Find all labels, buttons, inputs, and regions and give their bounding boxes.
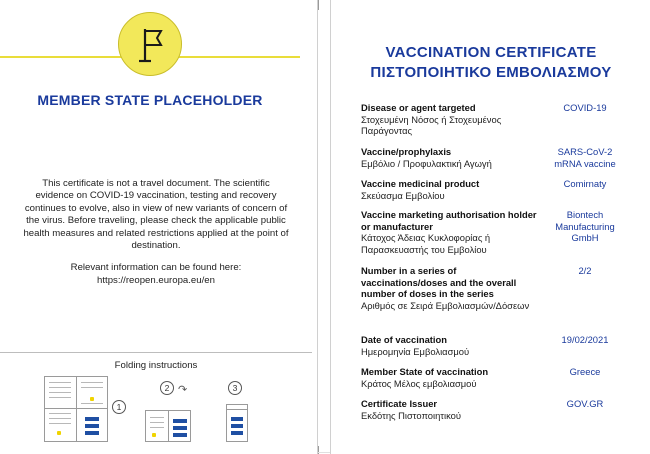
unfolded-sheet xyxy=(44,376,108,442)
travel-notice: This certificate is not a travel document. The scientific evidence on COVID-19 vaccination, testing and recovery continues to evolve, also in view of new variants of concern of the virus. Before traveling, please check the applicable public health measures and related restrictions applied at the point of destination. xyxy=(23,178,289,252)
field-label-gr: Κάτοχος Άδειας Κυκλοφορίας ή Παρασκευαστής του Εμβολίου xyxy=(361,232,491,255)
field-label-en: Date of vaccination xyxy=(361,334,447,345)
field-value-dose-number: 2/2 xyxy=(578,265,592,276)
flag-emblem xyxy=(118,12,182,76)
certificate-title-gr: ΠΙΣΤΟΠΟΙΗΤΙΚΟ ΕΜΒΟΛΙΑΣΜΟΥ xyxy=(370,64,612,81)
field-vaccination-date xyxy=(361,334,541,357)
field-label-gr: Εκδότης Πιστοποιητικού xyxy=(361,409,462,421)
field-medicinal-product xyxy=(361,178,541,201)
field-label-en: Member State of vaccination xyxy=(361,366,489,377)
field-value-medicinal-product: Comirnaty xyxy=(563,178,607,189)
divider xyxy=(0,352,312,353)
field-label-en: Disease or agent targeted xyxy=(361,102,476,113)
flag-icon xyxy=(119,13,183,77)
field-label-gr: Σκεύασμα Εμβολίου xyxy=(361,189,445,201)
field-label-gr: Κράτος Μέλος εμβολιασμού xyxy=(361,377,477,389)
step-2-number: 2 xyxy=(160,381,174,395)
folding-instructions-title: Folding instructions xyxy=(114,360,198,371)
field-label-en: Vaccine/prophylaxis xyxy=(361,146,452,157)
field-member-state xyxy=(361,366,541,389)
field-label-gr: Αριθμός σε Σειρά Εμβολιασμών/Δόσεων xyxy=(361,299,530,311)
certificate-title-en: VACCINATION CERTIFICATE xyxy=(385,44,597,61)
fold-arrow-icon: ↷ xyxy=(178,384,188,396)
field-vaccine-prophylaxis xyxy=(361,146,541,169)
field-marketing-holder xyxy=(361,209,541,255)
step-3-number: 3 xyxy=(228,381,242,395)
certificate-front-page xyxy=(330,0,650,454)
half-folded-sheet xyxy=(145,410,191,442)
step-1-number: 1 xyxy=(112,400,126,414)
field-label-en: Number in a series of vaccinations/doses and the overall number of doses in the series xyxy=(361,265,517,300)
field-label-en: Certificate Issuer xyxy=(361,398,438,409)
certificate-back-page xyxy=(0,0,318,454)
field-dose-number xyxy=(361,265,541,311)
folded-card xyxy=(226,404,248,442)
field-label-gr: Στοχευμένη Νόσος ή Στοχευμένος Παράγοντας xyxy=(361,113,502,137)
field-label-en: Vaccine marketing authorisation holder or manufacturer xyxy=(361,209,537,232)
relevant-info-label: Relevant information can be found here: xyxy=(70,262,242,273)
field-value-vaccination-date: 19/02/2021 xyxy=(561,334,609,345)
field-label-en: Vaccine medicinal product xyxy=(361,178,480,189)
field-value-member-state: Greece xyxy=(569,366,601,377)
field-value-disease: COVID-19 xyxy=(563,102,607,113)
member-state-title: MEMBER STATE PLACEHOLDER xyxy=(37,92,263,108)
field-label-gr: Ημερομηνία Εμβολιασμού xyxy=(361,345,470,357)
field-label-gr: Εμβόλιο / Προφυλακτική Αγωγή xyxy=(361,157,492,169)
reopen-url: https://reopen.europa.eu/en xyxy=(97,274,215,286)
field-value-marketing-holder: Biontech Manufacturing GmbH xyxy=(555,209,615,244)
field-disease xyxy=(361,102,541,137)
field-value-certificate-issuer: GOV.GR xyxy=(566,398,604,409)
crop-mark xyxy=(318,0,319,10)
field-certificate-issuer xyxy=(361,398,541,421)
relevant-info xyxy=(22,262,290,287)
field-value-vaccine-prophylaxis: SARS-CoV-2 mRNA vaccine xyxy=(554,146,616,169)
